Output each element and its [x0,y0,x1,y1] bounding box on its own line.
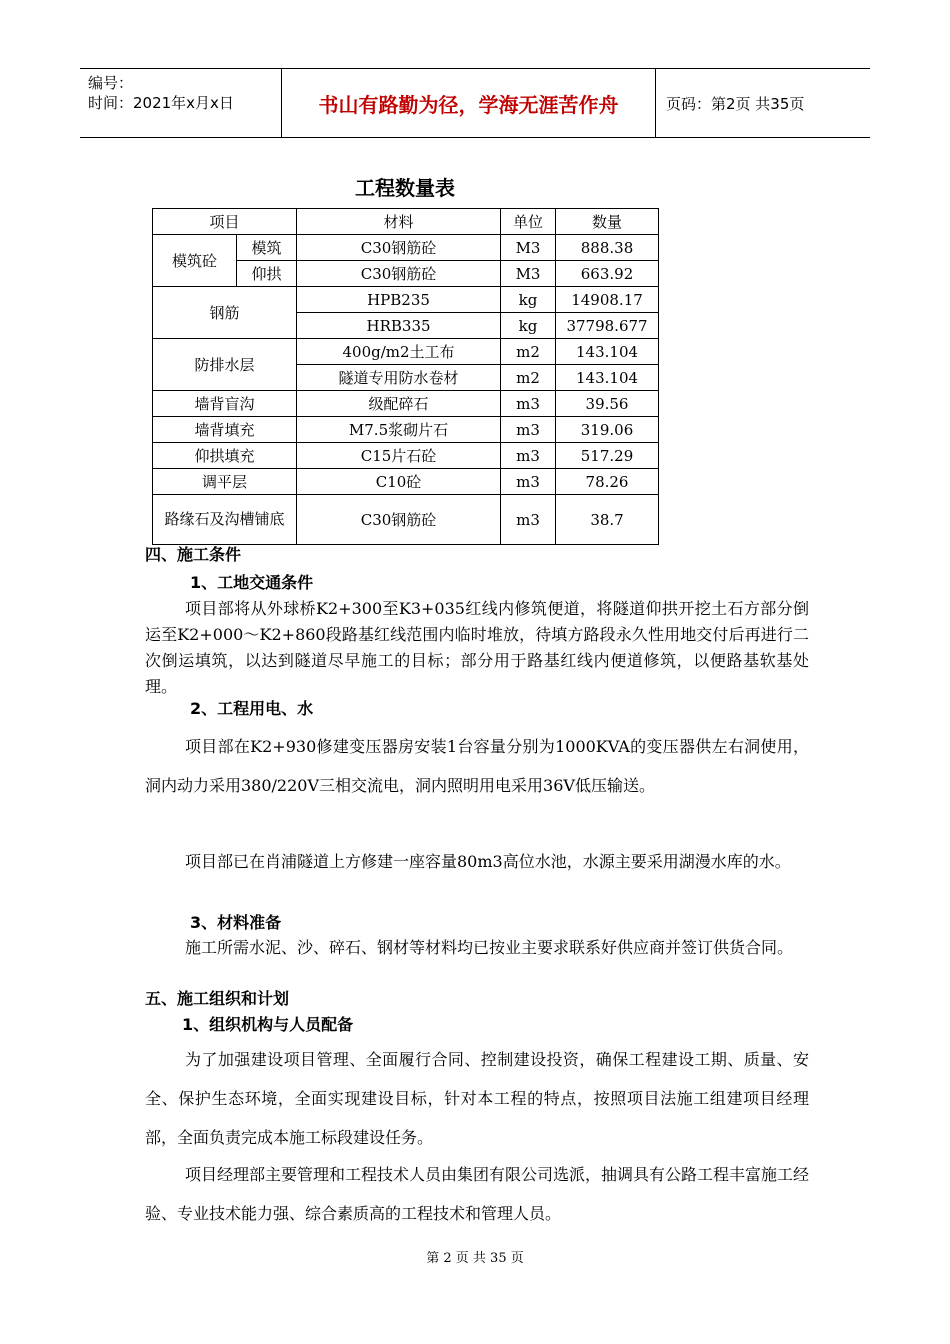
cell-material: HPB235 [297,287,501,313]
table-row [153,391,659,417]
table-row [153,417,659,443]
cell-group: 墙背填充 [153,417,297,443]
cell-sub: 模筑 [237,235,297,261]
header-cell-quantity: 数量 [556,209,659,235]
cell-quantity: 78.26 [556,469,659,495]
cell-material: C30钢筋砼 [297,261,501,287]
page-header [80,68,870,138]
cell-material: 400g/m2土工布 [297,339,501,365]
cell-quantity: 37798.677 [556,313,659,339]
cell-quantity: 143.104 [556,365,659,391]
cell-unit: m3 [501,495,556,545]
cell-quantity: 14908.17 [556,287,659,313]
section-4-1-title: 1、工地交通条件 [190,573,314,592]
cell-unit: m3 [501,391,556,417]
cell-unit: m3 [501,443,556,469]
table-row [153,339,659,365]
cell-material: M7.5浆砌片石 [297,417,501,443]
doc-time-label: 时间：2021年x月x日 [88,94,234,112]
header-cell-item: 项目 [153,209,297,235]
cell-material: 隧道专用防水卷材 [297,365,501,391]
cell-unit: m3 [501,469,556,495]
cell-quantity: 39.56 [556,391,659,417]
cell-quantity: 143.104 [556,339,659,365]
cell-unit: kg [501,313,556,339]
doc-number-label: 编号： [88,74,134,92]
cell-group: 仰拱填充 [153,443,297,469]
header-cell-unit: 单位 [501,209,556,235]
table-row [153,287,659,313]
cell-material: C10砼 [297,469,501,495]
header-motto: 书山有路勤为径，学海无涯苦作舟 [282,69,656,137]
cell-unit: M3 [501,235,556,261]
cell-unit: m2 [501,339,556,365]
cell-material: HRB335 [297,313,501,339]
cell-group: 调平层 [153,469,297,495]
section-5-1-text-2: 项目经理部主要管理和工程技术人员由集团有限公司选派，抽调具有公路工程丰富施工经验、专业技术能力强、综合素质高的工程技术和管理人员。 [145,1165,810,1223]
cell-unit: M3 [501,261,556,287]
cell-material: C30钢筋砼 [297,235,501,261]
cell-quantity: 888.38 [556,235,659,261]
cell-quantity: 319.06 [556,417,659,443]
section-5-1-title: 1、组织机构与人员配备 [182,1015,354,1034]
page-footer: 第 2 页 共 35 页 [426,1251,524,1266]
header-page-info: 页码：第2页 共35页 [666,94,805,113]
cell-quantity: 663.92 [556,261,659,287]
cell-unit: kg [501,287,556,313]
table-title: 工程数量表 [355,176,455,200]
section-4-2-text-1: 项目部在K2+930修建变压器房安装1台容量分别为1000KVA的变压器供左右洞使用，洞内动力采用380/220V三相交流电，洞内照明用电采用36V低压输送。 [145,737,809,795]
section-5-heading: 五、施工组织和计划 [145,989,290,1008]
section-4-3-text: 施工所需水泥、沙、碎石、钢材等材料均已按业主要求联系好供应商并签订供货合同。 [185,938,794,957]
cell-material: C30钢筋砼 [297,495,501,545]
cell-material: 级配碎石 [297,391,501,417]
cell-group: 钢筋 [153,287,297,339]
section-4-heading: 四、施工条件 [145,545,242,564]
cell-quantity: 38.7 [556,495,659,545]
header-cell-material: 材料 [297,209,501,235]
table-row [153,235,659,261]
cell-group: 墙背盲沟 [153,391,297,417]
cell-group: 防排水层 [153,339,297,391]
section-4-3-title: 3、材料准备 [190,913,282,932]
section-4-1-text: 项目部将从外球桥K2+300至K3+035红线内修筑便道，将隧道仰拱开挖土石方部分倒运至K2+000～K2+860段路基红线范围内临时堆放，待填方路段永久性用地交付后再进行二次倒运填筑，以达到隧道尽早施工的目标；部分用于路基红线内便道修筑，以便路基软基处理。 [145,599,809,696]
cell-group: 路缘石及沟槽铺底 [153,495,297,545]
section-5-1-text-1: 为了加强建设项目管理、全面履行合同、控制建设投资，确保工程建设工期、质量、安全、保护生态环境，全面实现建设目标，针对本工程的特点，按照项目法施工组建项目经理部，全面负责完成本施工标段建设任务。 [145,1050,809,1147]
cell-material: C15片石砼 [297,443,501,469]
table-row [153,495,659,545]
header-meta [80,69,282,137]
cell-group: 模筑砼 [153,235,237,287]
quantity-table [152,208,659,545]
table-row [153,443,659,469]
cell-quantity: 517.29 [556,443,659,469]
cell-sub: 仰拱 [237,261,297,287]
section-4-2-text-2: 项目部已在肖浦隧道上方修建一座容量80m3高位水池，水源主要采用湖漫水库的水。 [185,852,791,871]
section-4-2-title: 2、工程用电、水 [190,699,314,718]
table-row [153,469,659,495]
cell-unit: m3 [501,417,556,443]
cell-unit: m2 [501,365,556,391]
table-header-row [153,209,659,235]
